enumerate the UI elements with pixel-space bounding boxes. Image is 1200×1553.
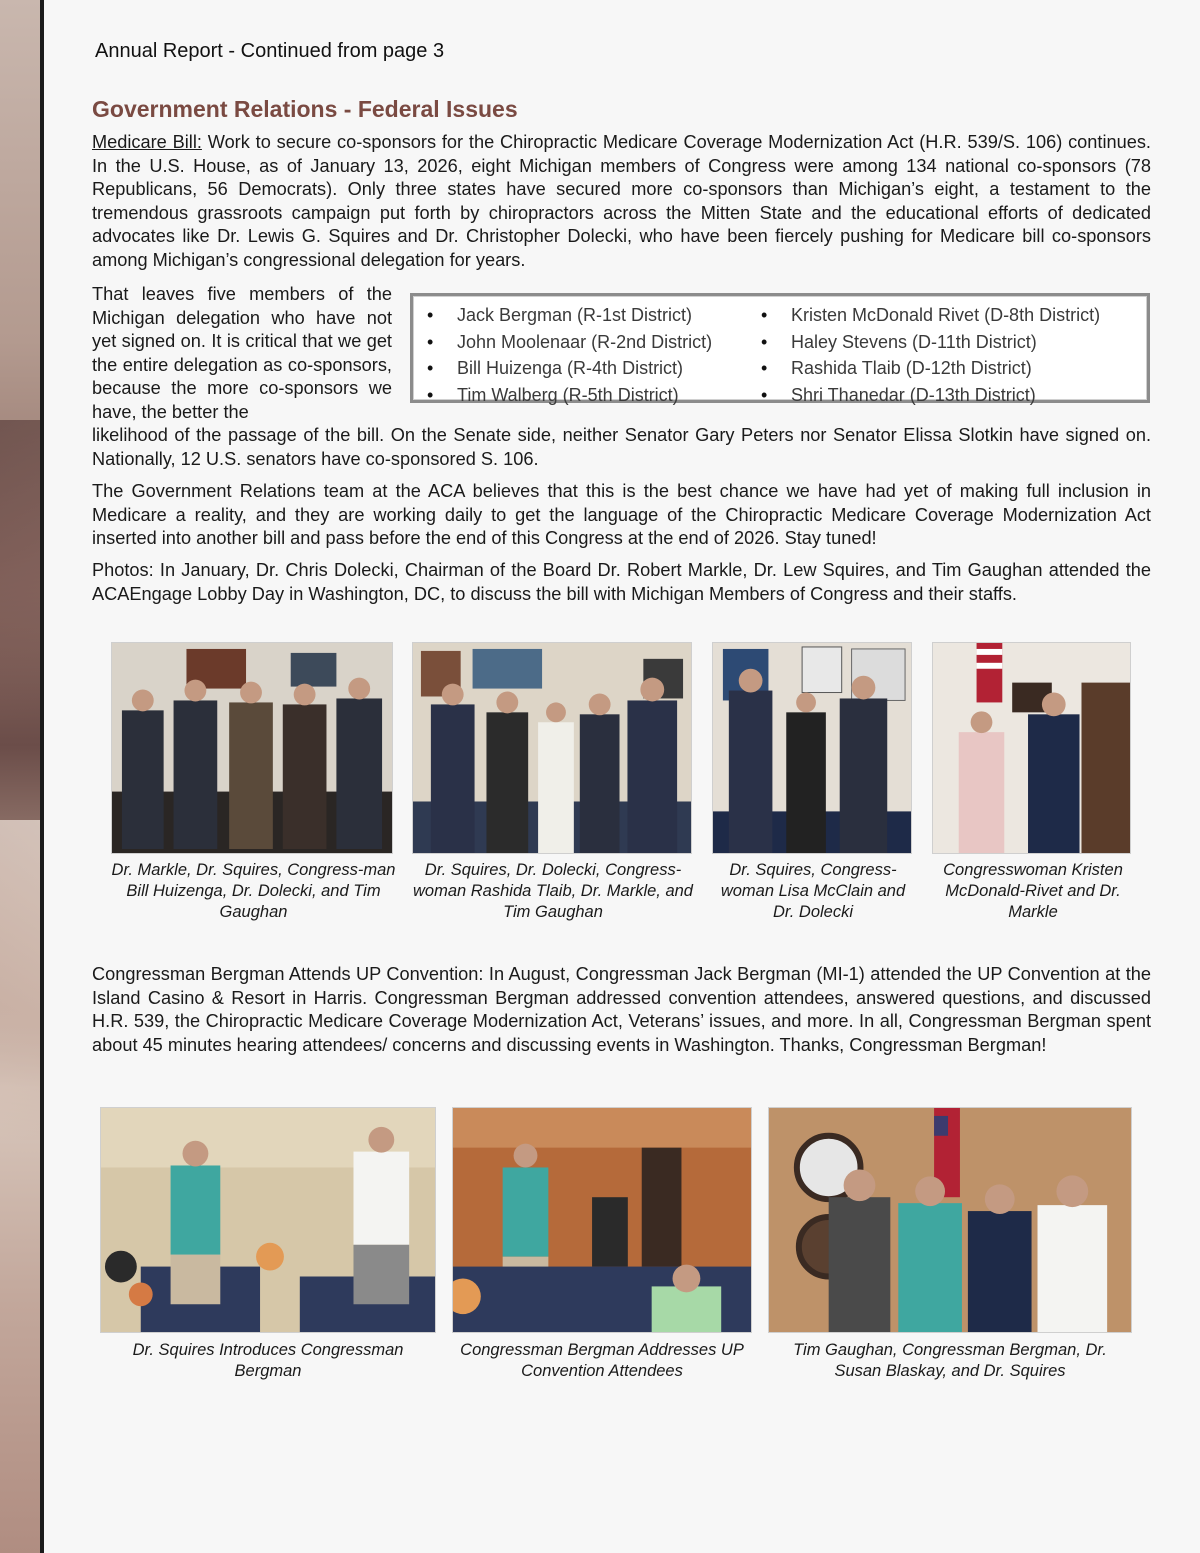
district-item: • Haley Stevens (D-11th District) xyxy=(761,329,1100,356)
medicare-text: Work to secure co-sponsors for the Chiropractic Medicare Coverage Modernization Act (H.R. 539/S. 106) continues. In the U.S. House, as of January 13, 2026, eight Michigan members of Congress were among 134 national co-sponsors (78 Republicans, 56 Democrats). Only three states have secured more co-sponsors than Michigan’s eight, a testament to the tremendous grassroots campaign put forth by chiropractors across the Mitten State and the educational efforts of dedicated advocates like Dr. Lewis G. Squires and Dr. Christopher Dolecki, who have been fiercely pushing for Medicare bill co-sponsors among Michigan’s congressional delegation for years. xyxy=(92,132,1151,270)
convention-photo-2 xyxy=(452,1107,752,1333)
convention-caption-3: Tim Gaughan, Congressman Bergman, Dr. Susan Blaskay, and Dr. Squires xyxy=(793,1341,1107,1380)
district-list-left xyxy=(427,302,712,408)
senate-paragraph: likelihood of the passage of the bill. On the Senate side, neither Senator Gary Peters nor Senator Elissa Slotkin have signed on. Nationally, 12 U.S. senators have co-sponsored S. 106. xyxy=(92,425,1151,469)
district-item: • Kristen McDonald Rivet (D-8th District) xyxy=(761,302,1100,329)
lobby-photo-2 xyxy=(412,642,692,854)
district-list-box xyxy=(410,293,1150,403)
section-title: Government Relations - Federal Issues xyxy=(92,96,518,122)
aca-paragraph: The Government Relations team at the ACA believes that this is the best chance we have had yet of making full inclusion in Medicare a reality, and they are working daily to get the language of the Chiropractic Medicare Coverage Modernization Act inserted into another bill and pass before the end of this Congress at the end of 2026. Stay tuned! xyxy=(92,481,1151,549)
district-item: • Bill Huizenga (R-4th District) xyxy=(427,355,712,382)
district-item: • Shri Thanedar (D-13th District) xyxy=(761,382,1100,409)
district-item: • Tim Walberg (R-5th District) xyxy=(427,382,712,409)
convention-photo-1 xyxy=(100,1107,436,1333)
lobby-photo-1 xyxy=(111,642,393,854)
district-item: • Rashida Tlaib (D-12th District) xyxy=(761,355,1100,382)
convention-caption-1: Dr. Squires Introduces Congressman Bergman xyxy=(132,1341,404,1380)
lobby-photo-4 xyxy=(932,642,1131,854)
lobby-caption-4: Congresswoman Kristen McDonald-Rivet and Dr. Markle xyxy=(943,861,1123,921)
lobby-caption-2: Dr. Squires, Dr. Dolecki, Congress-woman Rashida Tlaib, Dr. Markle, and Tim Gaughan xyxy=(412,861,693,921)
lobby-caption-3: Dr. Squires, Congress-woman Lisa McClain and Dr. Dolecki xyxy=(720,861,906,921)
convention-photo-3 xyxy=(768,1107,1132,1333)
district-list-right xyxy=(761,302,1100,408)
convention-paragraph: Congressman Bergman Attends UP Convention: In August, Congressman Jack Bergman (MI-1) attended the UP Convention at the Island Casino & Resort in Harris. Congressman Bergman addressed convention attendees, answered questions, and discussed H.R. 539, the Chiropractic Medicare Coverage Modernization Act, Veterans’ issues, and more. In all, Congressman Bergman spent about 45 minutes hearing attendees/ concerns and discussing events in Washington. Thanks, Congressman Bergman! xyxy=(92,964,1151,1055)
lobby-photo-3 xyxy=(712,642,912,854)
convention-caption-2: Congressman Bergman Addresses UP Convention Attendees xyxy=(460,1341,744,1380)
remaining-members-lead: That leaves five members of the Michigan delegation who have not yet signed on. It is critical that we get the entire delegation as co-sponsors, because the more co-sponsors we have, the better the xyxy=(92,284,392,422)
continued-note: Annual Report - Continued from page 3 xyxy=(95,40,445,62)
district-item: • Jack Bergman (R-1st District) xyxy=(427,302,712,329)
district-item: • John Moolenaar (R-2nd District) xyxy=(427,329,712,356)
photos-intro-paragraph: Photos: In January, Dr. Chris Dolecki, Chairman of the Board Dr. Robert Markle, Dr. Lew Squires, and Tim Gaughan attended the ACAEngage Lobby Day in Washington, DC, to discuss the bill with Michigan Members of Congress and their staffs. xyxy=(92,560,1151,604)
medicare-lead: Medicare Bill: xyxy=(92,132,202,152)
medicare-paragraph xyxy=(92,131,1151,273)
decorative-side-border xyxy=(0,0,44,1553)
lobby-caption-1: Dr. Markle, Dr. Squires, Congress-man Bill Huizenga, Dr. Dolecki, and Tim Gaughan xyxy=(111,861,396,921)
